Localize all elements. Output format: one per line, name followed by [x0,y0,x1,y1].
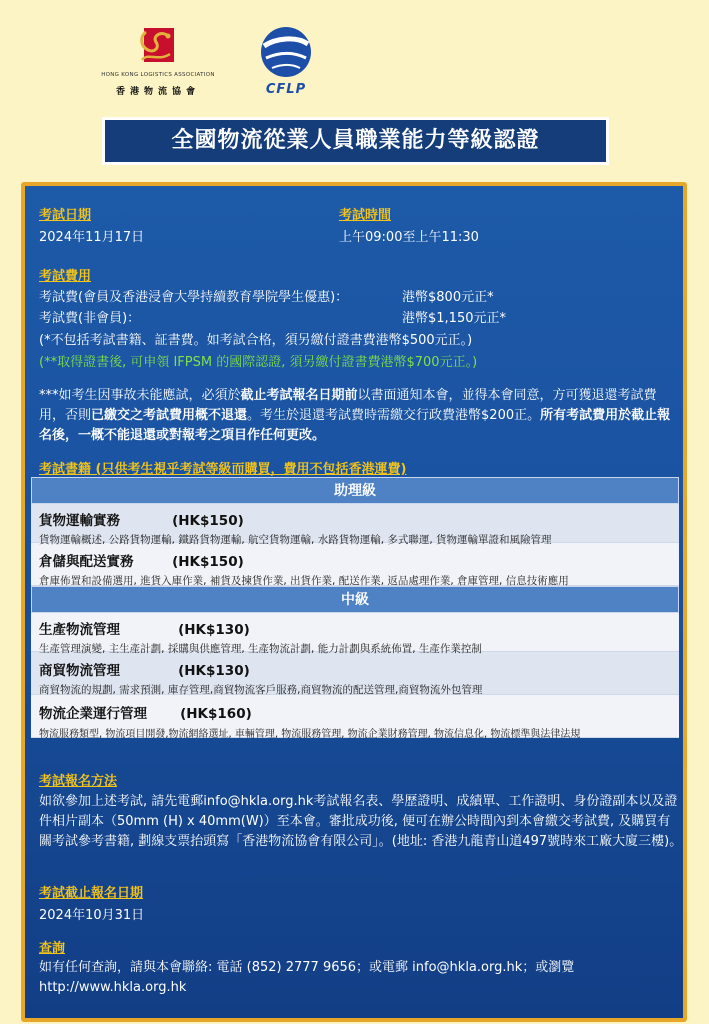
books-table [31,477,679,738]
enquiry-label: 查詢 [39,941,66,956]
refund-policy [39,386,675,446]
refund-text-e: 。考生於退還考試費時需繳交行政費港幣$200正。 [247,408,541,423]
book-desc: 倉庫佈置和設備選用, 進貨入庫作業, 補貨及揀貨作業, 出貨作業, 配送作業, 返品處理作業, 倉庫管理, 信息技術應用 [39,575,569,587]
book-name: 生產物流管理 [39,622,120,638]
book-desc: 生產管理演變, 主生產計劃, 採購與供應管理, 生產物流計劃, 能力計劃與系統佈置, 生產作業控制 [39,643,482,655]
fee-member-label: 考試費(會員及香港浸會大學持續教育學院學生優惠)： [39,290,349,305]
hkla-dragon-icon [134,22,180,68]
enquiry-text: 如有任何查詢，請與本會聯絡: 電話 (852) 2777 9656；或電郵 info@hkla.org.hk；或瀏覽 http://www.hkla.org.hk [39,960,575,995]
book-price: (HK$130) [178,663,250,679]
page-title: 全國物流從業人員職業能力等級認證 [102,117,609,165]
fee-note-1: (*不包括考試書籍、証書費。如考試合格，須另繳付證書費港幣$500元正。) [39,333,473,348]
cflp-name: CFLP [265,82,307,97]
exam-date-label: 考試日期 [39,208,92,223]
registration-label: 考試報名方法 [39,774,118,789]
refund-text-f: 所有考試費用於截止報名後，一概不能退還或對報考之項目作任何更改。 [39,408,671,443]
book-row [31,695,679,738]
book-row [31,613,679,655]
book-price: (HK$150) [172,554,244,570]
hkla-name-en: HONG KONG LOGISTICS ASSOCIATION [101,72,215,78]
section-header-intermediate: 中級 [31,586,679,613]
refund-text-d: 已繳交之考試費用概不退還 [91,408,248,423]
refund-text-b: 截止考試報名日期前 [240,388,358,403]
book-name: 商貿物流管理 [39,663,120,679]
exam-date-value: 2024年11月17日 [39,230,145,245]
registration-text: 如欲參加上述考試, 請先電郵info@hkla.org.hk考試報名表、學歷證明、成績單、工作證明、身份證副本以及證件相片副本（50mm (H) x 40mm(W)）至本會。審批成功後, 便可在辦公時間內到本會繳交考試費, 及購買有關考試參考書籍, 劃線支票抬頭寫「香港物流協會有限公司」。(地址: 香港九龍青山道497號時來工廠大廈三樓)。 [39,794,683,849]
exam-time-label: 考試時間 [339,208,392,223]
deadline-value: 2024年10月31日 [39,908,145,923]
book-name: 倉儲與配送實務 [39,554,134,570]
refund-text-a: ***如考生因事故未能應試，必須於 [39,388,241,403]
cflp-globe-icon [250,24,322,84]
book-desc: 商貿物流的規劃, 需求預測, 庫存管理,商貿物流客戶服務,商貿物流的配送管理,商貿物流外包管理 [39,684,483,696]
book-row [31,504,679,546]
exam-time-value: 上午09:00至上午11:30 [339,230,479,245]
book-price: (HK$130) [178,622,250,638]
section-header-assistant: 助理級 [31,477,679,504]
hkla-name-zh: 香港物流協會 [115,87,200,97]
fees-label: 考試費用 [39,269,92,284]
book-desc: 貨物運輸概述, 公路貨物運輸, 鐵路貨物運輸, 航空貨物運輸, 水路貨物運輸, 多式聯運, 貨物運輸單證和風險管理 [39,534,552,546]
book-price: (HK$150) [172,513,244,529]
book-row [31,652,679,695]
book-price: (HK$160) [180,706,252,722]
book-desc: 物流服務類型, 物流項目開發,物流網絡選址, 車輛管理, 物流服務管理, 物流企業財務管理, 物流信息化, 物流標準與法律法規 [39,729,581,740]
cflp-logo [250,24,322,100]
refund-text-c: 以書面通知本會，並得本會同意，方可獲退還考試費用，否則 [39,388,657,423]
book-name: 貨物運輸實務 [39,513,120,529]
fee-note-2: (**取得證書後, 可申領 IFPSM 的國際認證, 須另繳付證書費港幣$700元正。) [39,355,478,370]
book-row [31,543,679,586]
fee-nonmember-value: 港幣$1,150元正* [402,311,506,326]
logo-area [0,22,709,102]
hkla-logo [88,22,228,100]
book-name: 物流企業運行管理 [39,706,147,722]
deadline-label: 考試截止報名日期 [39,886,144,901]
fee-member-value: 港幣$800元正* [402,290,494,305]
books-label: 考試書籍 (只供考生視乎考試等級而購買，費用不包括香港運費) [39,462,407,477]
fee-nonmember-label: 考試費(非會員)： [39,311,141,326]
info-panel [21,182,687,1022]
